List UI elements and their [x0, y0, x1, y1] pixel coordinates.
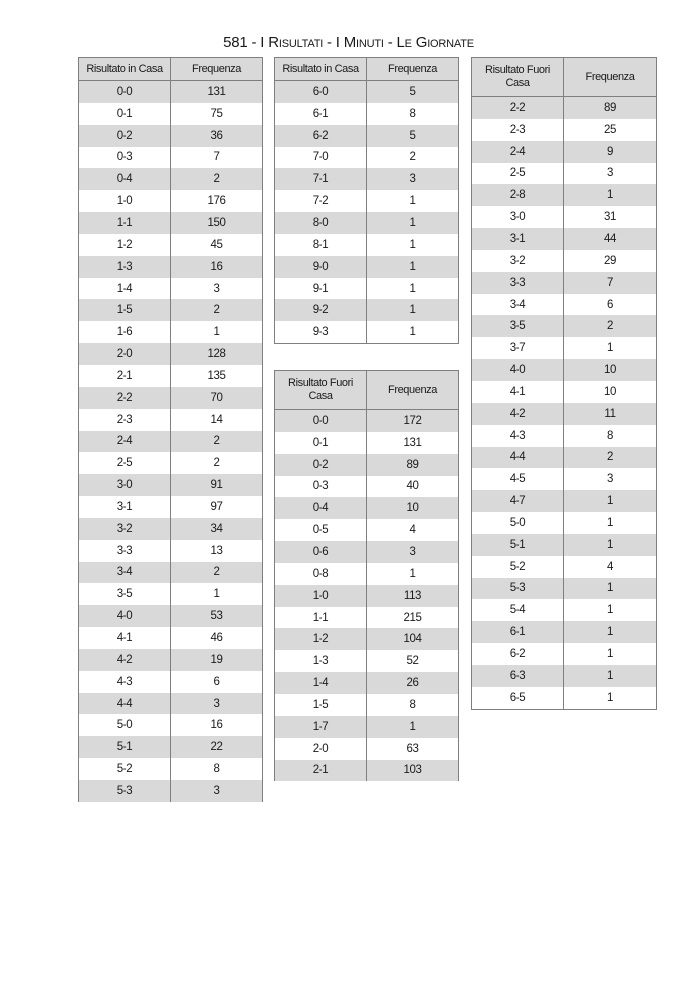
table-row [472, 119, 657, 141]
frequency-cell: 2 [564, 315, 657, 337]
table-row [275, 212, 459, 234]
frequency-cell: 1 [367, 563, 459, 585]
frequency-cell: 5 [367, 81, 459, 103]
frequency-cell: 34 [171, 518, 263, 540]
frequency-cell: 1 [564, 665, 657, 687]
table-row [472, 468, 657, 490]
result-cell: 3-2 [472, 250, 564, 272]
column-header-result: Risultato Fuori Casa [275, 371, 367, 410]
column-header-frequency: Frequenza [367, 371, 459, 410]
table-row [275, 519, 459, 541]
table-row [472, 97, 657, 119]
table-row [472, 599, 657, 621]
table-row [79, 81, 263, 103]
table-row [472, 403, 657, 425]
result-cell: 6-3 [472, 665, 564, 687]
table-row [79, 474, 263, 496]
table-row [275, 607, 459, 629]
result-cell: 1-5 [275, 694, 367, 716]
table-row [79, 736, 263, 758]
table-row [79, 190, 263, 212]
frequency-cell: 172 [367, 410, 459, 432]
table-row [79, 583, 263, 605]
table-row [275, 628, 459, 650]
column-header-frequency: Frequenza [171, 58, 263, 81]
frequency-cell: 6 [564, 294, 657, 316]
table-row [275, 432, 459, 454]
frequency-cell: 2 [171, 299, 263, 321]
result-cell: 2-8 [472, 184, 564, 206]
result-cell: 1-2 [79, 234, 171, 256]
frequency-cell: 1 [564, 534, 657, 556]
result-cell: 1-6 [79, 321, 171, 343]
result-cell: 4-0 [472, 359, 564, 381]
result-cell: 7-1 [275, 168, 367, 190]
table-row [275, 760, 459, 782]
result-cell: 4-2 [472, 403, 564, 425]
table-row [275, 585, 459, 607]
table-row [79, 365, 263, 387]
table-row [472, 490, 657, 512]
result-cell: 4-4 [472, 447, 564, 469]
table-row [275, 256, 459, 278]
frequency-cell: 10 [564, 381, 657, 403]
result-cell: 4-3 [79, 671, 171, 693]
table-row [472, 206, 657, 228]
result-cell: 2-5 [79, 452, 171, 474]
frequency-cell: 25 [564, 119, 657, 141]
frequency-cell: 14 [171, 409, 263, 431]
result-cell: 3-4 [472, 294, 564, 316]
table-row [79, 234, 263, 256]
frequency-cell: 1 [564, 599, 657, 621]
result-cell: 4-3 [472, 425, 564, 447]
result-cell: 5-3 [472, 578, 564, 600]
result-cell: 0-0 [275, 410, 367, 432]
result-cell: 2-1 [275, 760, 367, 782]
result-cell: 1-5 [79, 299, 171, 321]
result-cell: 3-5 [79, 583, 171, 605]
frequency-cell: 1 [564, 337, 657, 359]
table-row [79, 562, 263, 584]
frequency-cell: 7 [564, 272, 657, 294]
table-row [79, 147, 263, 169]
result-cell: 0-8 [275, 563, 367, 585]
table-row [472, 163, 657, 185]
table-row [79, 387, 263, 409]
table-row [79, 299, 263, 321]
table-row [79, 409, 263, 431]
table-row [472, 578, 657, 600]
result-cell: 4-1 [472, 381, 564, 403]
frequency-cell: 40 [367, 476, 459, 498]
frequency-cell: 2 [171, 168, 263, 190]
result-cell: 9-3 [275, 321, 367, 343]
table-row [79, 649, 263, 671]
result-cell: 4-7 [472, 490, 564, 512]
frequency-cell: 16 [171, 256, 263, 278]
frequency-cell: 3 [564, 163, 657, 185]
frequency-cell: 11 [564, 403, 657, 425]
frequency-cell: 89 [367, 454, 459, 476]
result-cell: 9-1 [275, 278, 367, 300]
result-cell: 3-3 [472, 272, 564, 294]
table-row [472, 250, 657, 272]
frequency-cell: 63 [367, 738, 459, 760]
table-row [79, 671, 263, 693]
frequency-cell: 1 [564, 643, 657, 665]
table-row [79, 714, 263, 736]
table-row [275, 716, 459, 738]
frequency-cell: 89 [564, 97, 657, 119]
frequency-cell: 3 [171, 278, 263, 300]
frequency-cell: 8 [564, 425, 657, 447]
home-results-table-2 [274, 57, 459, 344]
table-row [275, 563, 459, 585]
frequency-cell: 16 [171, 714, 263, 736]
table-row [472, 228, 657, 250]
result-cell: 0-6 [275, 541, 367, 563]
result-cell: 2-0 [275, 738, 367, 760]
table-row [79, 431, 263, 453]
table-row [472, 184, 657, 206]
frequency-cell: 44 [564, 228, 657, 250]
result-cell: 4-5 [472, 468, 564, 490]
table-row [275, 278, 459, 300]
table-row [472, 643, 657, 665]
table-row [275, 476, 459, 498]
frequency-cell: 97 [171, 496, 263, 518]
result-cell: 5-3 [79, 780, 171, 802]
table-row [79, 278, 263, 300]
result-cell: 0-3 [79, 147, 171, 169]
table-row [79, 518, 263, 540]
table-row [275, 738, 459, 760]
column-header-result: Risultato in Casa [79, 58, 171, 81]
frequency-cell: 2 [171, 562, 263, 584]
result-cell: 5-2 [79, 758, 171, 780]
table-row [275, 299, 459, 321]
result-cell: 3-2 [79, 518, 171, 540]
away-results-table-1 [274, 370, 459, 781]
result-cell: 3-4 [79, 562, 171, 584]
frequency-cell: 75 [171, 103, 263, 125]
frequency-cell: 10 [564, 359, 657, 381]
frequency-cell: 1 [367, 190, 459, 212]
frequency-cell: 36 [171, 125, 263, 147]
frequency-cell: 1 [564, 621, 657, 643]
result-cell: 8-0 [275, 212, 367, 234]
result-cell: 3-7 [472, 337, 564, 359]
frequency-cell: 1 [367, 212, 459, 234]
table-row [275, 694, 459, 716]
frequency-cell: 3 [367, 168, 459, 190]
column-header-result: Risultato Fuori Casa [472, 58, 564, 97]
table-row [79, 605, 263, 627]
table-row [79, 540, 263, 562]
result-cell: 1-0 [275, 585, 367, 607]
frequency-cell: 1 [367, 278, 459, 300]
frequency-cell: 22 [171, 736, 263, 758]
result-cell: 2-3 [472, 119, 564, 141]
away-results-table-2 [471, 57, 657, 710]
result-cell: 1-7 [275, 716, 367, 738]
frequency-cell: 215 [367, 607, 459, 629]
table-row [275, 454, 459, 476]
frequency-cell: 19 [171, 649, 263, 671]
result-cell: 2-0 [79, 343, 171, 365]
table-row [472, 381, 657, 403]
frequency-cell: 6 [171, 671, 263, 693]
result-cell: 0-4 [275, 497, 367, 519]
frequency-cell: 135 [171, 365, 263, 387]
result-cell: 5-4 [472, 599, 564, 621]
result-cell: 3-0 [472, 206, 564, 228]
result-cell: 1-3 [275, 650, 367, 672]
table-row [472, 687, 657, 709]
result-cell: 6-2 [275, 125, 367, 147]
frequency-cell: 1 [367, 299, 459, 321]
table-row [275, 234, 459, 256]
result-cell: 0-5 [275, 519, 367, 541]
result-cell: 1-0 [79, 190, 171, 212]
result-cell: 1-4 [79, 278, 171, 300]
result-cell: 4-1 [79, 627, 171, 649]
result-cell: 5-1 [472, 534, 564, 556]
result-cell: 0-4 [79, 168, 171, 190]
table-row [472, 315, 657, 337]
frequency-cell: 1 [564, 687, 657, 709]
table-row [79, 496, 263, 518]
result-cell: 3-5 [472, 315, 564, 337]
table-row [472, 512, 657, 534]
column-header-frequency: Frequenza [367, 58, 459, 81]
result-cell: 0-2 [275, 454, 367, 476]
table-row [79, 758, 263, 780]
page-title: 581 - I Risultati - I Minuti - Le Giornate [223, 34, 474, 51]
frequency-cell: 2 [171, 431, 263, 453]
result-cell: 4-2 [79, 649, 171, 671]
table-row [79, 125, 263, 147]
result-cell: 1-2 [275, 628, 367, 650]
frequency-cell: 1 [564, 490, 657, 512]
frequency-cell: 91 [171, 474, 263, 496]
home-results-table-1 [78, 57, 263, 802]
frequency-cell: 3 [564, 468, 657, 490]
table-row [275, 321, 459, 343]
table-row [79, 168, 263, 190]
result-cell: 2-2 [472, 97, 564, 119]
result-cell: 3-3 [79, 540, 171, 562]
frequency-cell: 46 [171, 627, 263, 649]
frequency-cell: 113 [367, 585, 459, 607]
frequency-cell: 8 [367, 103, 459, 125]
result-cell: 2-2 [79, 387, 171, 409]
table-row [79, 780, 263, 802]
frequency-cell: 2 [171, 452, 263, 474]
result-cell: 5-0 [472, 512, 564, 534]
table-row [275, 103, 459, 125]
table-row [79, 103, 263, 125]
frequency-cell: 1 [564, 512, 657, 534]
table-row [79, 321, 263, 343]
table-row [79, 343, 263, 365]
column-header-frequency: Frequenza [564, 58, 657, 97]
result-cell: 0-0 [79, 81, 171, 103]
frequency-cell: 128 [171, 343, 263, 365]
result-cell: 5-1 [79, 736, 171, 758]
table-row [79, 693, 263, 715]
result-cell: 7-0 [275, 147, 367, 169]
result-cell: 2-4 [79, 431, 171, 453]
table-row [472, 621, 657, 643]
frequency-cell: 52 [367, 650, 459, 672]
result-cell: 0-3 [275, 476, 367, 498]
frequency-cell: 70 [171, 387, 263, 409]
frequency-cell: 103 [367, 760, 459, 782]
frequency-cell: 1 [367, 256, 459, 278]
result-cell: 6-2 [472, 643, 564, 665]
table-row [472, 425, 657, 447]
table-row [472, 337, 657, 359]
frequency-cell: 4 [564, 556, 657, 578]
table-row [79, 256, 263, 278]
frequency-cell: 131 [367, 432, 459, 454]
frequency-cell: 1 [171, 321, 263, 343]
frequency-cell: 1 [367, 716, 459, 738]
frequency-cell: 26 [367, 672, 459, 694]
frequency-cell: 7 [171, 147, 263, 169]
result-cell: 6-5 [472, 687, 564, 709]
frequency-cell: 45 [171, 234, 263, 256]
table-row [79, 212, 263, 234]
table-row [472, 665, 657, 687]
result-cell: 4-0 [79, 605, 171, 627]
frequency-cell: 4 [367, 519, 459, 541]
frequency-cell: 1 [171, 583, 263, 605]
table-row [275, 672, 459, 694]
table-row [472, 556, 657, 578]
table-row [275, 190, 459, 212]
frequency-cell: 53 [171, 605, 263, 627]
result-cell: 0-2 [79, 125, 171, 147]
frequency-cell: 3 [171, 693, 263, 715]
frequency-cell: 1 [367, 321, 459, 343]
result-cell: 0-1 [79, 103, 171, 125]
result-cell: 9-0 [275, 256, 367, 278]
result-cell: 1-1 [79, 212, 171, 234]
table-row [472, 447, 657, 469]
table-row [472, 272, 657, 294]
frequency-cell: 8 [367, 694, 459, 716]
result-cell: 3-1 [79, 496, 171, 518]
column-header-result: Risultato in Casa [275, 58, 367, 81]
frequency-cell: 2 [367, 147, 459, 169]
frequency-cell: 1 [564, 578, 657, 600]
table-row [275, 497, 459, 519]
table-row [79, 627, 263, 649]
result-cell: 1-1 [275, 607, 367, 629]
table-row [275, 168, 459, 190]
frequency-cell: 3 [367, 541, 459, 563]
frequency-cell: 31 [564, 206, 657, 228]
table-row [472, 141, 657, 163]
result-cell: 2-1 [79, 365, 171, 387]
table-row [472, 359, 657, 381]
frequency-cell: 3 [171, 780, 263, 802]
table-row [472, 294, 657, 316]
result-cell: 2-5 [472, 163, 564, 185]
result-cell: 6-1 [472, 621, 564, 643]
result-cell: 7-2 [275, 190, 367, 212]
frequency-cell: 29 [564, 250, 657, 272]
table-row [275, 125, 459, 147]
result-cell: 2-3 [79, 409, 171, 431]
result-cell: 6-0 [275, 81, 367, 103]
frequency-cell: 9 [564, 141, 657, 163]
frequency-cell: 13 [171, 540, 263, 562]
table-row [275, 147, 459, 169]
result-cell: 9-2 [275, 299, 367, 321]
result-cell: 2-4 [472, 141, 564, 163]
frequency-cell: 2 [564, 447, 657, 469]
result-cell: 3-0 [79, 474, 171, 496]
frequency-cell: 1 [564, 184, 657, 206]
result-cell: 5-0 [79, 714, 171, 736]
result-cell: 6-1 [275, 103, 367, 125]
frequency-cell: 5 [367, 125, 459, 147]
result-cell: 4-4 [79, 693, 171, 715]
table-row [275, 81, 459, 103]
table-row [275, 650, 459, 672]
frequency-cell: 1 [367, 234, 459, 256]
table-row [275, 410, 459, 432]
result-cell: 8-1 [275, 234, 367, 256]
result-cell: 1-3 [79, 256, 171, 278]
frequency-cell: 104 [367, 628, 459, 650]
frequency-cell: 150 [171, 212, 263, 234]
result-cell: 1-4 [275, 672, 367, 694]
frequency-cell: 176 [171, 190, 263, 212]
result-cell: 0-1 [275, 432, 367, 454]
frequency-cell: 131 [171, 81, 263, 103]
result-cell: 5-2 [472, 556, 564, 578]
frequency-cell: 10 [367, 497, 459, 519]
table-row [275, 541, 459, 563]
table-row [472, 534, 657, 556]
frequency-cell: 8 [171, 758, 263, 780]
result-cell: 3-1 [472, 228, 564, 250]
table-row [79, 452, 263, 474]
